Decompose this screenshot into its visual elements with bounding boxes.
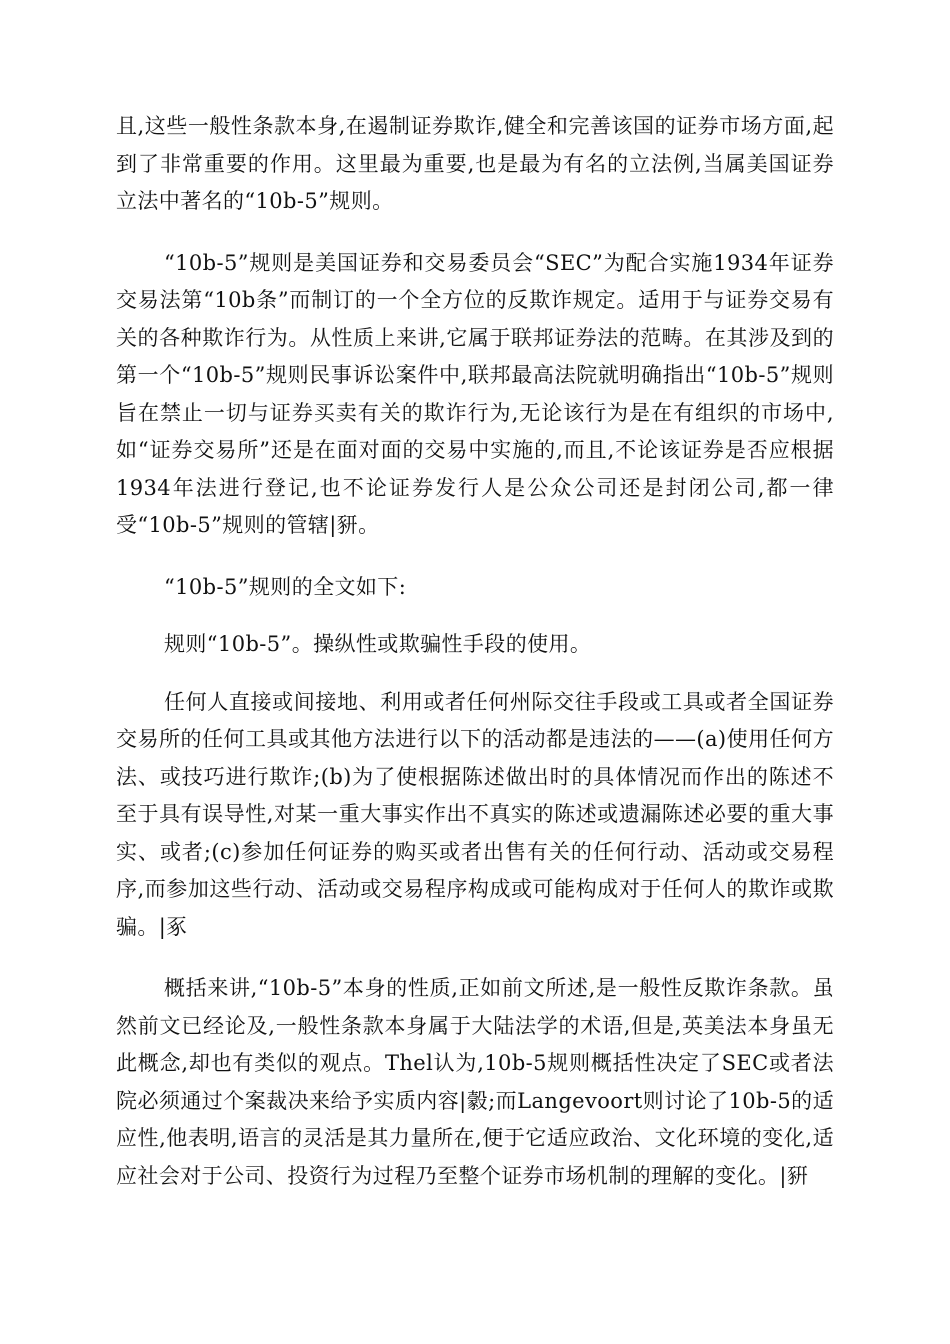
paragraph-intro: 且,这些一般性条款本身,在遏制证券欺诈,健全和完善该国的证券市场方面,起到了非常重要的作用。这里最为重要,也是最为有名的立法例,当属美国证券立法中著名的“10b-5”规则。 [116,114,834,213]
paragraph-rule-text: 任何人直接或间接地、利用或者任何州际交往手段或工具或者全国证券交易所的任何工具或其他方法进行以下的活动都是违法的——(a)使用任何方法、或技巧进行欺诈;(b)为了使根据陈述做出时的具体情况而作出的陈述不至于具有误导性,对某一重大事实作出不真实的陈述或遗漏陈述必要的重大事实、或者;(c)参加任何证券的购买或者出售有关的任何行动、活动或交易程序,而参加这些行动、活动或交易程序构成或可能构成对于任何人的欺诈或欺骗。|豖 [116,689,834,939]
paragraph-rule-overview: “10b-5”规则是美国证券和交易委员会“SEC”为配合实施1934年证券交易法第“10b条”而制订的一个全方位的反欺诈规定。适用于与证券交易有关的各种欺诈行为。从性质上来讲,它属于联邦证券法的范畴。在其涉及到的第一个“10b-5”规则民事诉讼案件中,联邦最高法院就明确指出“10b-5”规则旨在禁止一切与证券买卖有关的欺诈行为,无论该行为是在有组织的市场中,如“证券交易所”还是在面对面的交易中实施的,而且,不论该证券是否应根据1934年法进行登记,也不论证券发行人是公众公司还是封闭公司,都一律受“10b-5”规则的管辖|豜。 [116,250,834,537]
paragraph-rule-title: 规则“10b-5”。操纵性或欺骗性手段的使用。 [164,632,592,656]
paragraph-summary: 概括来讲,“10b-5”本身的性质,正如前文所述,是一般性反欺诈条款。虽然前文已经论及,一般性条款本身属于大陆法学的术语,但是,英美法本身虽无此概念,却也有类似的观点。Thel认为,10b-5规则概括性决定了SEC或者法院必须通过个案裁决来给予实质内容|豰;而Langevoort则讨论了10b-5的适应性,他表明,语言的灵活是其力量所在,便于它适应政治、文化环境的变化,适应社会对于公司、投资行为过程乃至整个证券市场机制的理解的变化。|豣 [116,976,834,1188]
paragraph-fulltext-heading: “10b-5”规则的全文如下: [164,574,407,599]
document-page [116,108,834,1219]
